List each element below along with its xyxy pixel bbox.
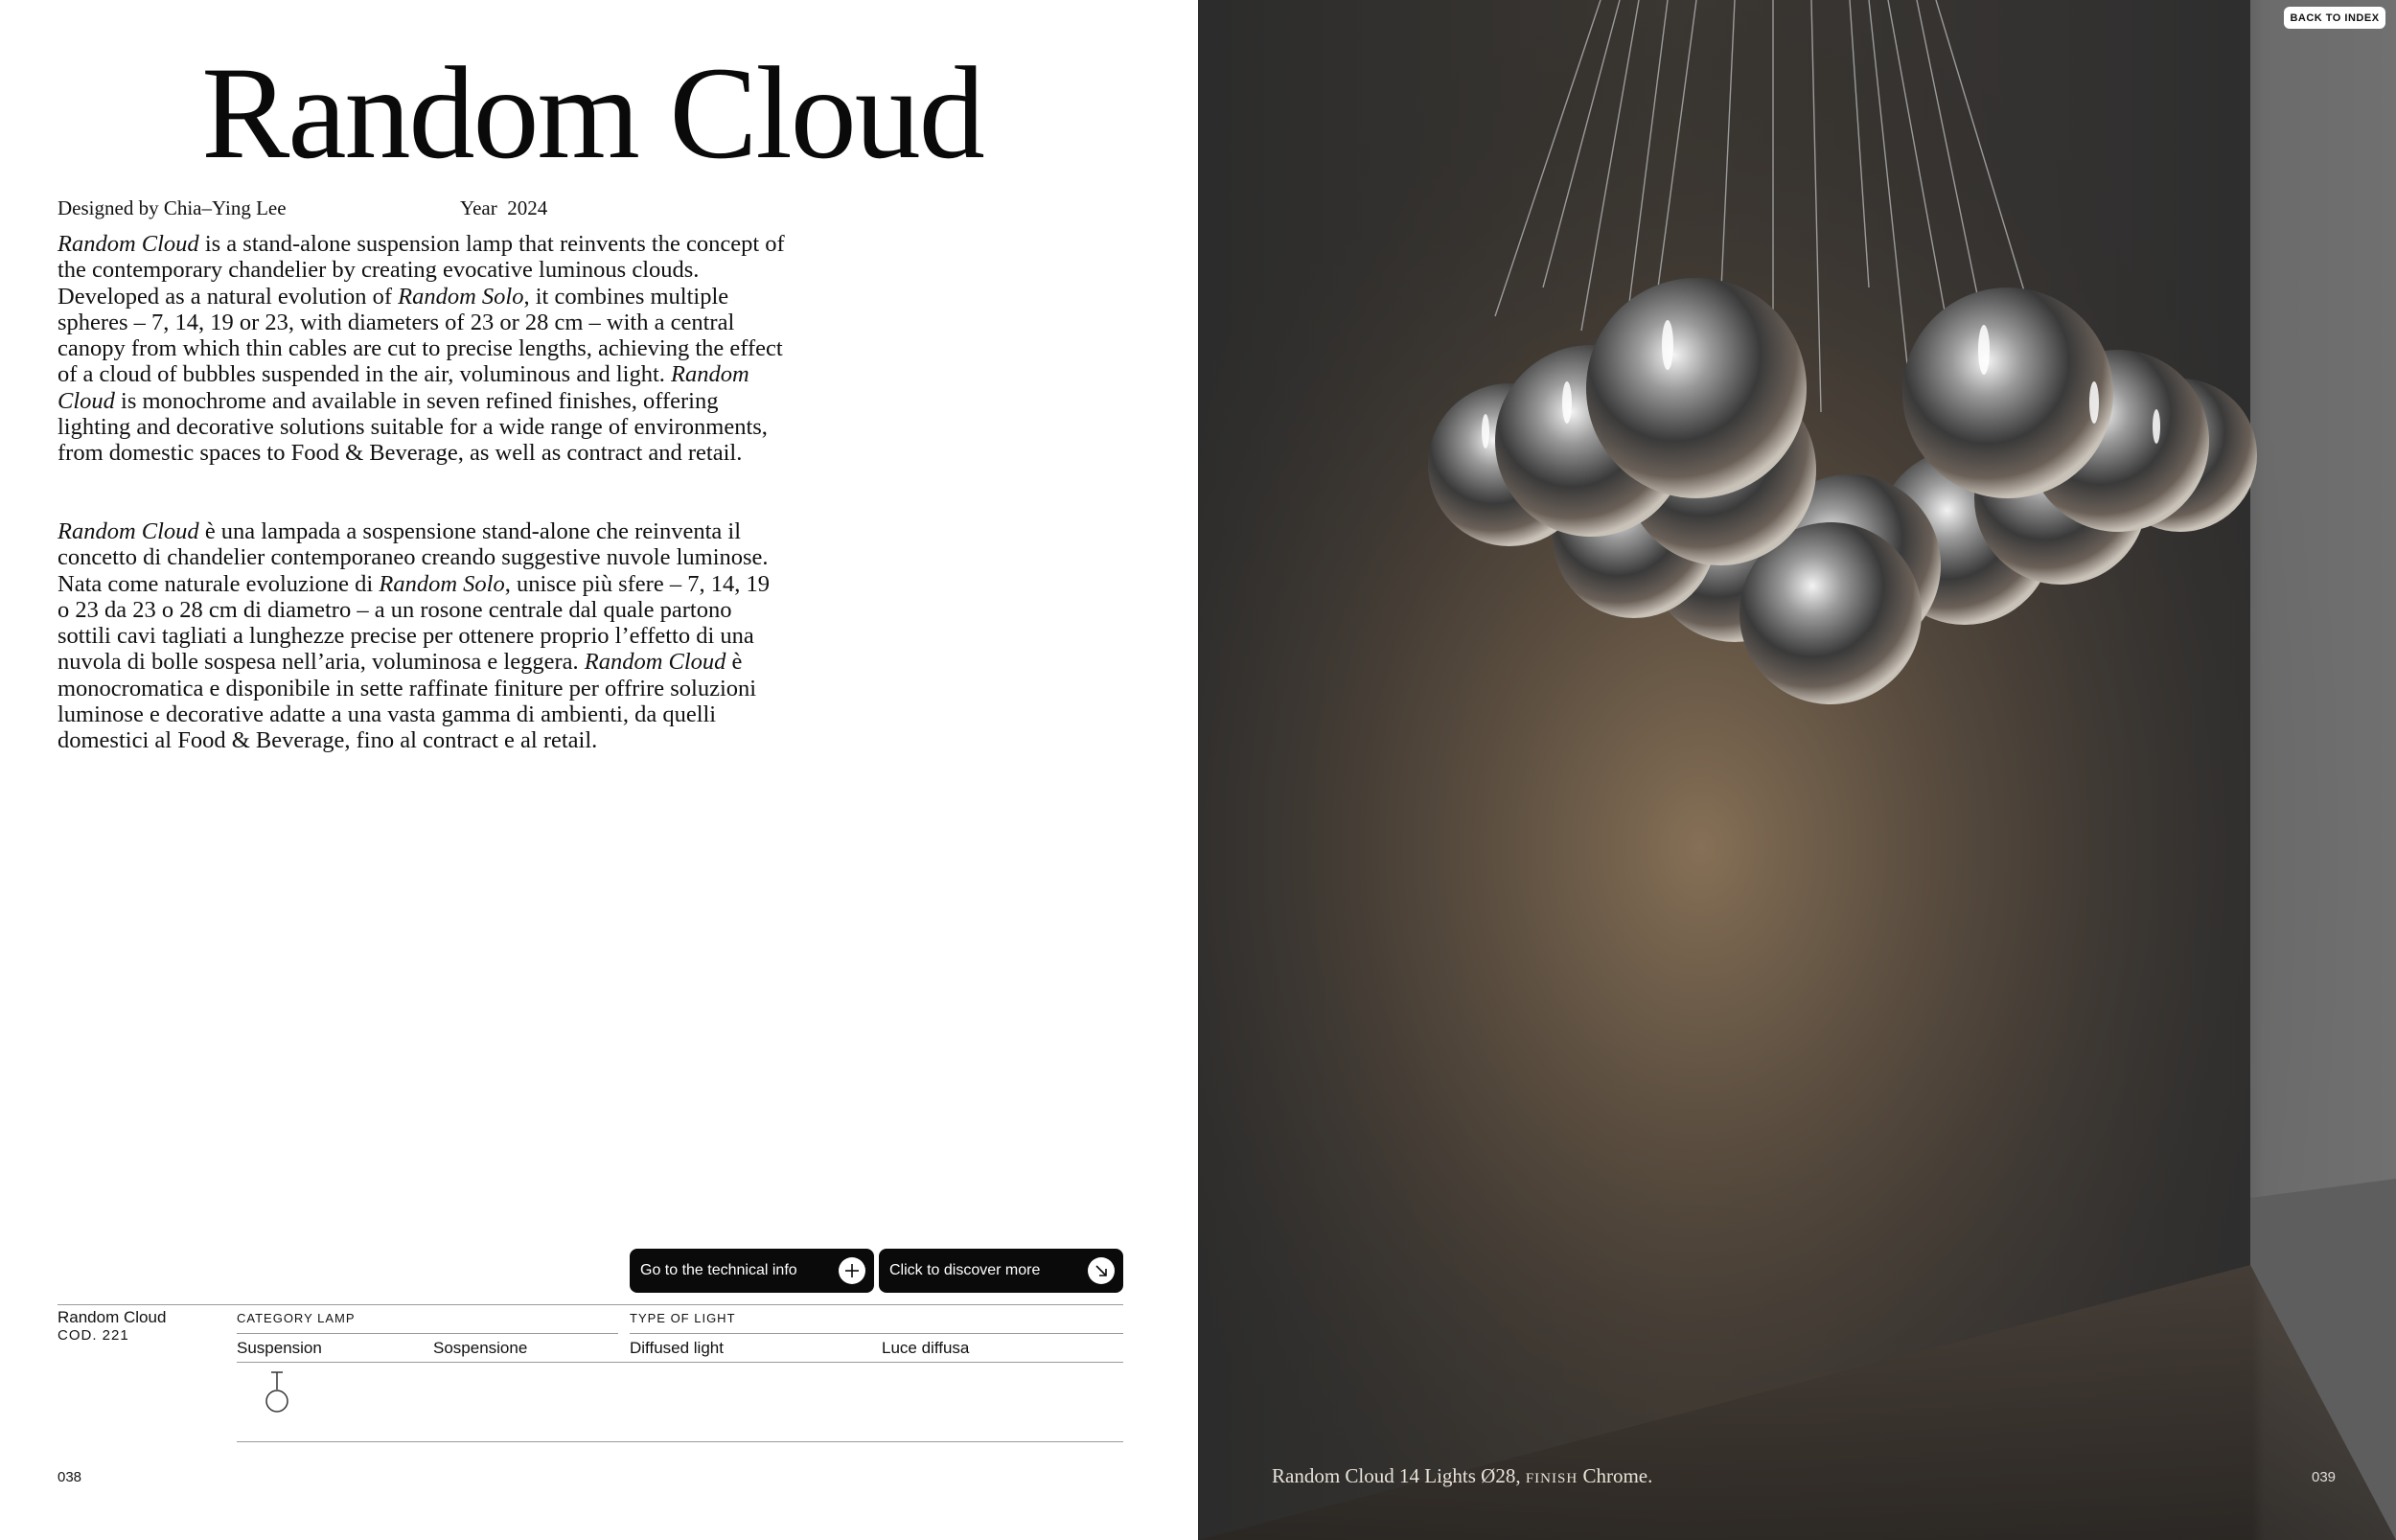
text-run: è monocromatica e disponibile in sette raffinate finiture per offrire soluzioni luminose e decorative adatte a una vasta gamma di ambienti, da quelli domestici al Food & Beverage, fino al contract e al retail. bbox=[58, 649, 757, 754]
text-run: is monochrome and available in seven refined finishes, offering lighting and decorative solutions suitable for a wide range of environments, from domestic spaces to Food & Beverage, as well as contract and retail. bbox=[58, 387, 768, 467]
right-page bbox=[1198, 0, 2396, 1540]
caption-main: Random Cloud 14 Lights Ø28, bbox=[1272, 1464, 1521, 1487]
emph-product-name: Random Cloud bbox=[58, 231, 199, 257]
text-run: è una lampada a sospensione stand-alone che reinventa il concetto di chandelier contemporaneo creando suggestive nuvole luminose. Nata come naturale evoluzione di bbox=[58, 518, 769, 597]
emph-related-product: Random Solo bbox=[379, 570, 505, 597]
category-value-it: Sospensione bbox=[433, 1339, 528, 1357]
light-value-en: Diffused light bbox=[630, 1339, 724, 1357]
caption-finish-value: Chrome. bbox=[1582, 1464, 1653, 1487]
rule-bottom bbox=[237, 1441, 1123, 1442]
text-run: , unisce più sfere – 7, 14, 19 o 23 da 23 o 28 cm di diametro – a un rosone centrale dal quale partono sottili cavi tagliati a lunghezze precise per ottenere proprio l’effetto di una nuvola di bolle sospesa nell’aria, voluminosa e leggera. bbox=[58, 570, 770, 676]
light-value-it: Luce diffusa bbox=[882, 1339, 970, 1357]
text-run: , it combines multiple spheres – 7, 14, 19 or 23, with diameters of 23 or 28 cm – with a central canopy from which thin cables are cut to precise lengths, achieving the effect of a cloud of bubbles suspended in the air, voluminous and light. bbox=[58, 283, 783, 388]
discover-more-button[interactable] bbox=[879, 1249, 1123, 1293]
technical-info-button[interactable] bbox=[630, 1249, 874, 1293]
emph-related-product: Random Solo bbox=[398, 283, 524, 310]
technical-info-label: Go to the technical info bbox=[640, 1262, 797, 1278]
year-label: Year 2024 bbox=[460, 196, 548, 219]
suspension-lamp-icon bbox=[263, 1370, 291, 1414]
rule-top bbox=[58, 1304, 1123, 1305]
spec-product-code: COD. 221 bbox=[58, 1327, 129, 1344]
rule-values bbox=[237, 1362, 1123, 1363]
spec-product-name: Random Cloud bbox=[58, 1308, 167, 1326]
light-type-label: TYPE OF LIGHT bbox=[630, 1311, 736, 1325]
product-photo bbox=[1198, 0, 2396, 1540]
category-label: CATEGORY LAMP bbox=[237, 1311, 356, 1325]
description-italian bbox=[58, 518, 786, 754]
photo-caption bbox=[1272, 1464, 1652, 1488]
description-english bbox=[58, 231, 786, 467]
plus-circle-icon bbox=[839, 1257, 865, 1284]
category-value-en: Suspension bbox=[237, 1339, 322, 1357]
product-title: Random Cloud bbox=[201, 39, 983, 186]
emph-product-name: Random Cloud bbox=[58, 361, 749, 414]
text-run: is a stand-alone suspension lamp that reinvents the concept of the contemporary chandelier by creating evocative luminous clouds. Developed as a natural evolution of bbox=[58, 231, 785, 310]
rule-light bbox=[630, 1333, 1123, 1334]
caption-finish-label: finish bbox=[1525, 1464, 1578, 1487]
page-number-right: 039 bbox=[2312, 1469, 2337, 1485]
arrow-down-right-icon bbox=[1088, 1257, 1115, 1284]
emph-product-name: Random Cloud bbox=[584, 649, 726, 676]
rule-category bbox=[237, 1333, 618, 1334]
back-to-index-button[interactable]: BACK TO INDEX bbox=[2284, 7, 2385, 29]
page-number-left: 038 bbox=[58, 1469, 82, 1485]
discover-more-label: Click to discover more bbox=[889, 1262, 1041, 1278]
emph-product-name: Random Cloud bbox=[58, 518, 199, 544]
designer-credit: Designed by Chia–Ying Lee bbox=[58, 196, 287, 219]
